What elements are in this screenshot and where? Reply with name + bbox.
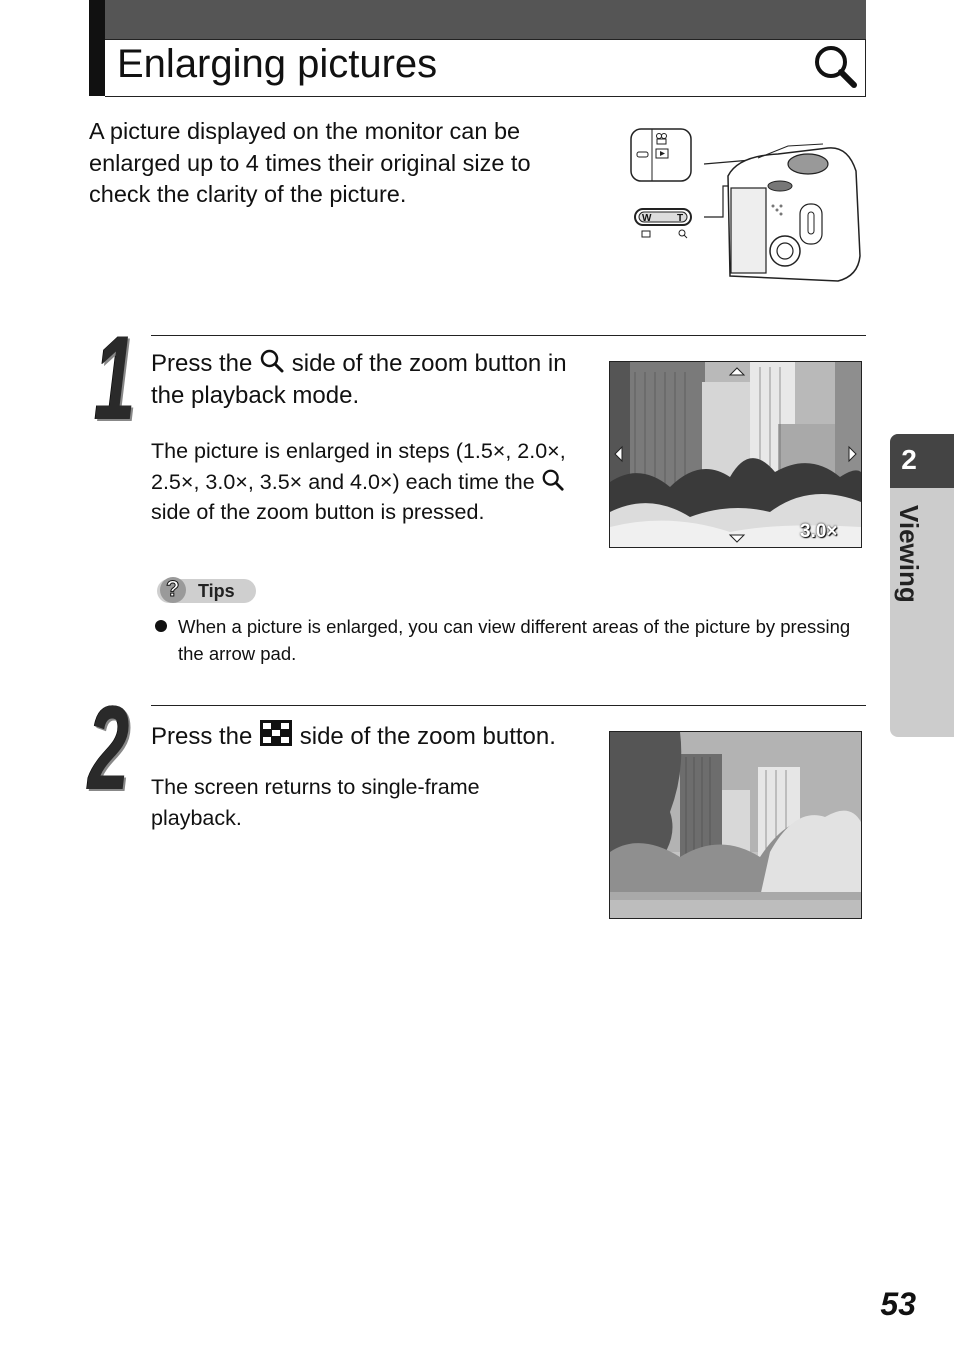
step-1-heading: Press the side of the zoom button in the playback mode. xyxy=(151,350,567,409)
step-2-body: The screen returns to single-frame playback. xyxy=(151,775,480,830)
zoom-level-label: 3.0× xyxy=(800,521,838,542)
magnify-icon xyxy=(259,348,285,374)
enlarged-photo-scene xyxy=(610,362,861,547)
single-frame-photo xyxy=(609,731,862,919)
zoom-tele-label: T xyxy=(677,213,684,224)
tips-label: Tips xyxy=(198,581,235,601)
page-title: Enlarging pictures xyxy=(117,42,438,86)
header-bar xyxy=(89,0,866,40)
step-1-number: 1 xyxy=(94,311,133,445)
magnify-icon xyxy=(812,43,858,89)
enlarged-photo xyxy=(609,361,862,548)
chapter-number: 2 xyxy=(901,444,917,475)
step-2-number: 2 xyxy=(88,681,127,815)
step-2-rule xyxy=(151,705,866,706)
tips-bullet xyxy=(155,620,167,632)
svg-text:?: ? xyxy=(166,576,180,601)
chapter-label: Viewing xyxy=(894,505,924,603)
magnify-icon xyxy=(541,468,565,492)
intro-text: A picture displayed on the monitor can be enlarged up to 4 times their original size to check the clarity of the picture. xyxy=(89,118,531,207)
page-number: 53 xyxy=(880,1286,916,1322)
header-edge xyxy=(89,0,105,96)
tips-question-icon xyxy=(159,572,187,604)
tips-item: When a picture is enlarged, you can view different areas of the picture by pressing the arrow pad. xyxy=(178,616,851,664)
step-1-body: The picture is enlarged in steps (1.5×, 2.0×, 2.5×, 3.0×, 3.5× and 4.0×) each time the side of the zoom button is pressed. xyxy=(151,439,566,524)
zoom-wide-label: W xyxy=(642,213,652,224)
index-view-icon xyxy=(259,719,293,747)
step-2-heading: Press the side of the zoom button. xyxy=(151,719,601,753)
camera-diagram xyxy=(628,126,864,288)
step-1-rule xyxy=(151,335,866,336)
single-frame-photo-scene xyxy=(610,732,861,918)
